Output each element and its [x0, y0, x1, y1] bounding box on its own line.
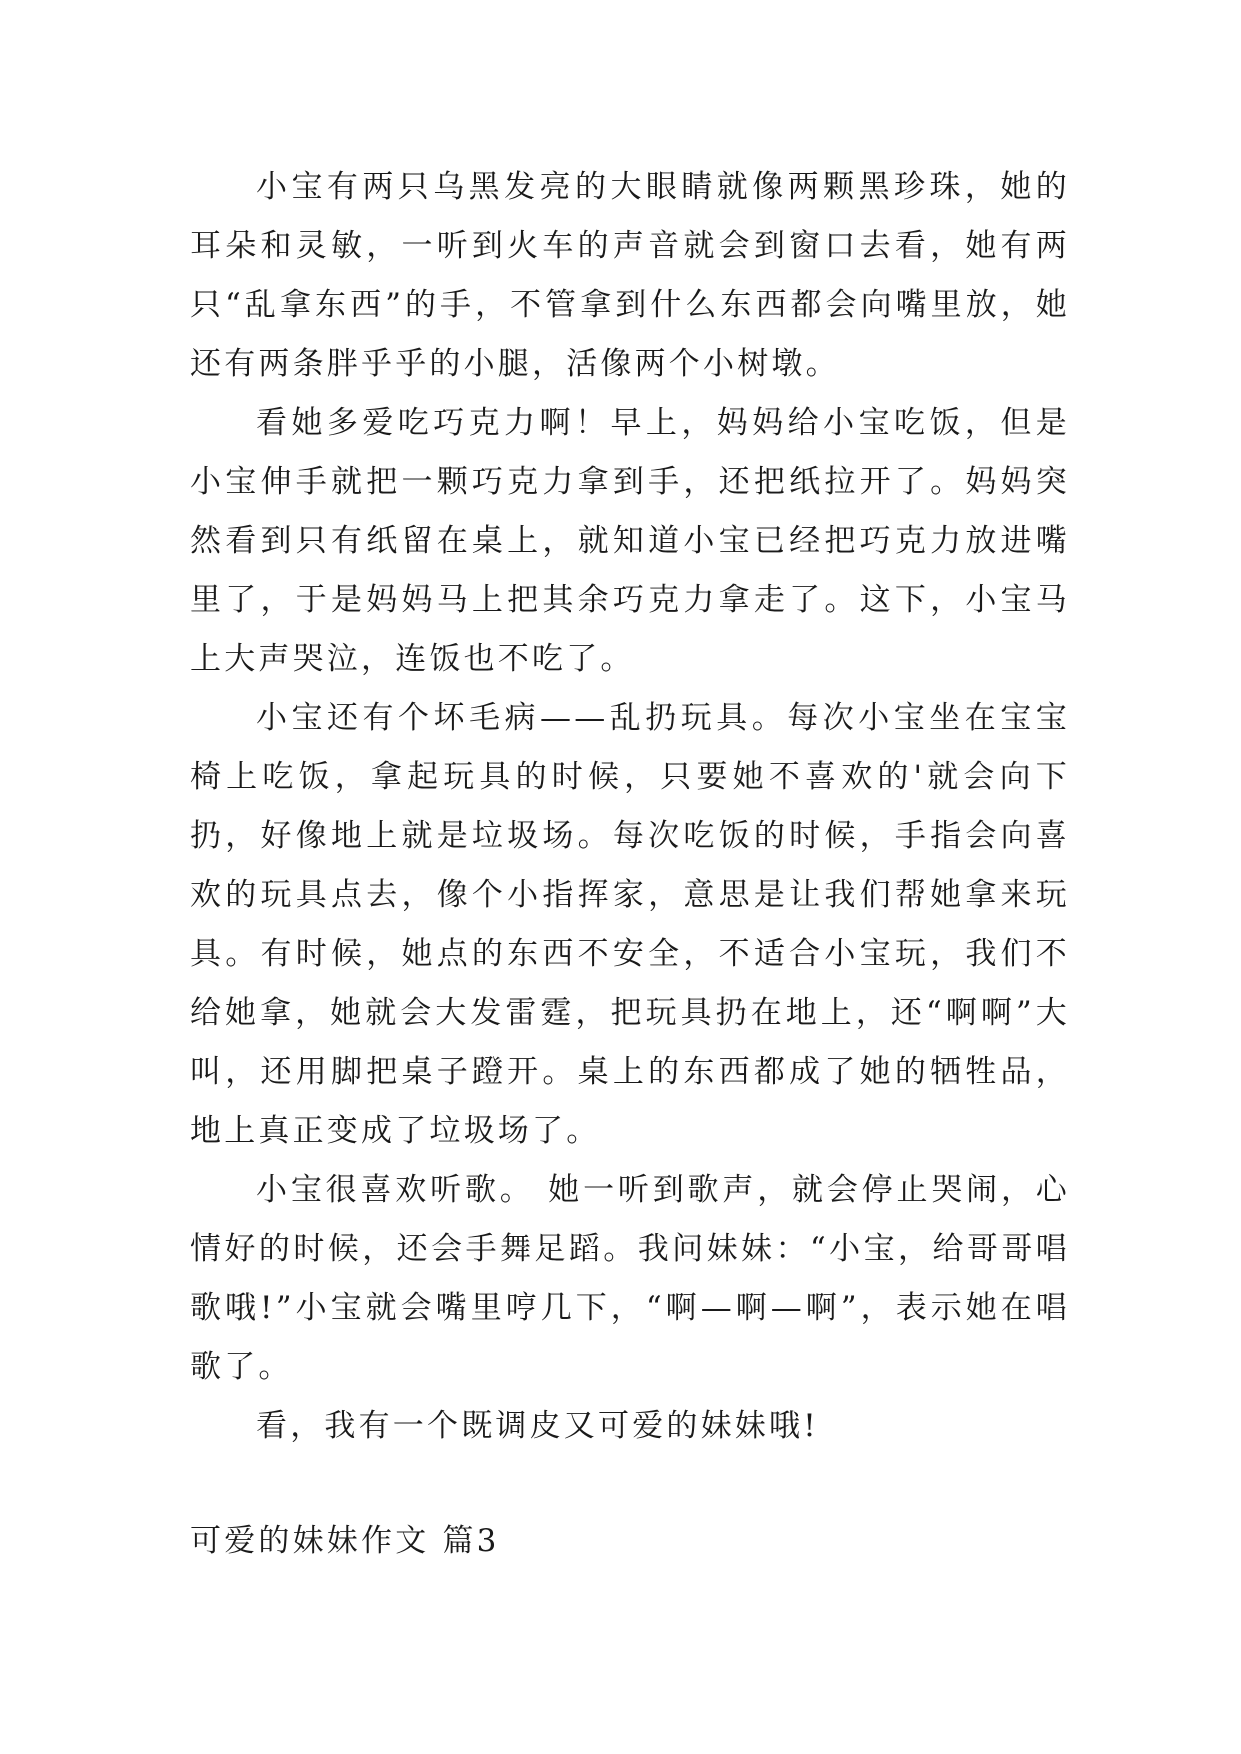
paragraph-songs: 小宝很喜欢听歌。 她一听到歌声，就会停止哭闹，心情好的时候，还会手舞足蹈。我问妹妹：“小宝，给哥哥唱歌哦!”小宝就会嘴里哼几下，“啊—啊—啊”，表示她在唱歌了。 [190, 1172, 1070, 1385]
paragraph-eyes: 小宝有两只乌黑发亮的大眼睛就像两颗黑珍珠，她的耳朵和灵敏，一听到火车的声音就会到窗口去看，她有两只“乱拿东西”的手，不管拿到什么东西都会向嘴里放，她还有两条胖乎乎的小腿，活像两个小树墩。 [190, 169, 1070, 382]
paragraph-conclusion: 看，我有一个既调皮又可爱的妹妹哦! [256, 1408, 819, 1444]
essay-body [190, 158, 1070, 1456]
paragraph-chocolate: 看她多爱吃巧克力啊！早上，妈妈给小宝吃饭，但是小宝伸手就把一颗巧克力拿到手，还把纸拉开了。妈妈突然看到只有纸留在桌上，就知道小宝已经把巧克力放进嘴里了，于是妈妈马上把其余巧克力拿走了。这下，小宝马上大声哭泣，连饭也不吃了。 [190, 405, 1070, 677]
section-heading: 可爱的妹妹作文 篇3 [190, 1523, 500, 1559]
paragraph-toys: 小宝还有个坏毛病——乱扔玩具。每次小宝坐在宝宝椅上吃饭，拿起玩具的时候，只要她不喜欢的'就会向下扔，好像地上就是垃圾场。每次吃饭的时候，手指会向喜欢的玩具点去，像个小指挥家，意思是让我们帮她拿来玩具。有时候，她点的东西不安全，不适合小宝玩，我们不给她拿，她就会大发雷霆，把玩具扔在地上，还“啊啊”大叫，还用脚把桌子蹬开。桌上的东西都成了她的牺牲品，地上真正变成了垃圾场了。 [190, 700, 1070, 1149]
